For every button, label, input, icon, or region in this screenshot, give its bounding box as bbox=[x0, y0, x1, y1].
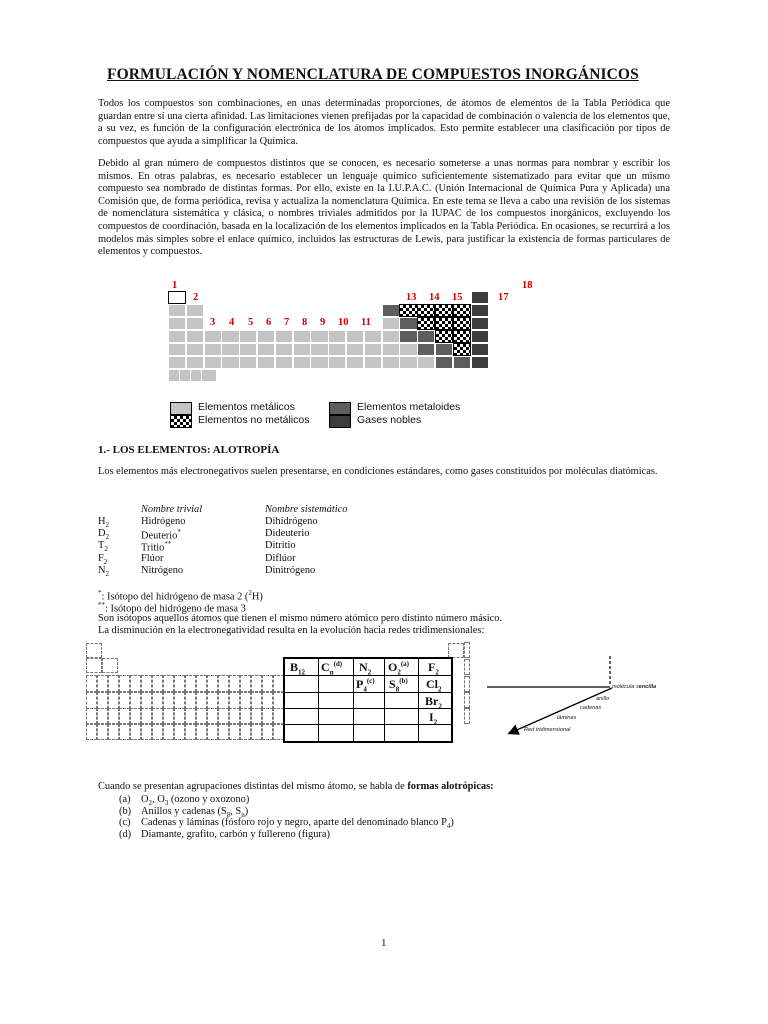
element-carbon: $C_n^{(d)}$ bbox=[321, 660, 343, 677]
allotrope-item-0: $O_2$, $O_3$ (ozono y oxozono) bbox=[141, 794, 250, 808]
allotrope-item-2: Cadenas y láminas (fósforo rojo y negro, aparte del denominado blanco $P_4$) bbox=[141, 817, 454, 831]
group-number-6: 6 bbox=[266, 317, 272, 328]
element-fluorine: $F_2$ bbox=[428, 660, 439, 677]
systematic-name-4: Dinitrógeno bbox=[265, 564, 316, 576]
legend-metal-label: Elementos metálicos bbox=[198, 401, 295, 413]
element-oxygen: $O_2^{(a)}$ bbox=[388, 660, 410, 677]
allotropic-intro: Cuando se presentan agrupaciones distintas del mismo átomo, se habla de formas alotrópicas: bbox=[98, 781, 494, 792]
label-chains: cadenas bbox=[580, 705, 602, 711]
electronegativity-decrease-line: La disminución en la electronegatividad resulta en la evolución hacia redes tridimensionales: bbox=[98, 625, 485, 636]
systematic-name-3: Diflúor bbox=[265, 552, 296, 564]
allotrope-label-3: (d) bbox=[119, 828, 132, 840]
group-number-9: 9 bbox=[320, 317, 326, 328]
intro-paragraph-2: Debido al gran número de compuestos distintos que se conocen, es necesario someterse a unas normas para nombrar y escribir los mismos. En otras palabras, es necesario establecer un lenguaje químico suficientemente sistematizado para evitar que un mismo compuesto sea nombrado de distintas formas. Por ello, existe en la I.U.P.A.C. (Unión Internacional de Química Pura y Aplicada) una Comisión que, de forma periódica, revisa y actualiza la nomenclatura Química. En este tema se lleva a cabo una revisión de los sistemas de nomenclatura sistemática y clásica, o nombres triviales admitidos por la IUPAC de los compuestos inorgánicos, excluyendo los compuestos de coordinación, basada en la localización de los elementos implicados en la Tabla Periódica. En ocasiones, se recurrirá a los modelos más simples sobre el enlace químico, incluidos las estructuras de Lewis, para justificar la existencia de formas particulares de elementos y compuestos. bbox=[98, 158, 670, 258]
element-iodine: $I_2$ bbox=[429, 710, 438, 727]
label-simple-molecule: molécula sencilla bbox=[612, 684, 657, 690]
trivial-name-3: Flúor bbox=[141, 552, 164, 564]
legend-nonmetal-label: Elementos no metálicos bbox=[198, 414, 310, 426]
electronegative-paragraph: Los elementos más electronegativos suelen presentarse, en condiciones estándares, como gases constituidos por moléculas diatómicas. bbox=[98, 466, 658, 477]
section-heading-allotropy: 1.- LOS ELEMENTOS: ALOTROPÍA bbox=[98, 444, 280, 456]
group-number-18: 18 bbox=[522, 280, 533, 291]
group-number-2: 2 bbox=[193, 292, 199, 303]
group-number-4: 4 bbox=[229, 317, 235, 328]
group-number-5: 5 bbox=[248, 317, 254, 328]
allotrope-label-1: (b) bbox=[119, 805, 132, 817]
page-number: 1 bbox=[381, 937, 387, 949]
trivial-name-1: Deuterio* bbox=[141, 528, 181, 542]
systematic-name-0: Dihidrógeno bbox=[265, 516, 318, 527]
formula-3: $F_2$ bbox=[98, 552, 108, 566]
formula-4: $N_2$ bbox=[98, 564, 110, 578]
group-number-14: 14 bbox=[429, 292, 440, 303]
formula-2: $T_2$ bbox=[98, 540, 108, 554]
element-phosphorus: $P_4^{(c)}$ bbox=[356, 677, 375, 694]
trivial-name-4: Nitrógeno bbox=[141, 564, 184, 576]
allotrope-item-3: Diamante, grafito, carbón y fullereno (figura) bbox=[141, 828, 330, 840]
header-trivial-name: Nombre trivial bbox=[141, 504, 203, 515]
group-number-17: 17 bbox=[498, 292, 509, 303]
allotrope-item-1: Anillos y cadenas ($S_8$, $S_n$) bbox=[141, 805, 249, 819]
trivial-name-2: Tritio** bbox=[141, 540, 172, 554]
group-number-13: 13 bbox=[406, 292, 417, 303]
isotopes-line: Son isótopos aquellos átomos que tienen el mismo número atómico pero distinto número másico. bbox=[98, 613, 503, 624]
group-number-3: 3 bbox=[210, 317, 216, 328]
legend-noble-label: Gases nobles bbox=[357, 414, 422, 426]
group-number-11: 11 bbox=[361, 317, 371, 328]
systematic-name-2: Ditritio bbox=[265, 540, 296, 552]
trivial-name-0: Hidrógeno bbox=[141, 516, 186, 527]
element-sulfur: $S_8^{(b)}$ bbox=[389, 677, 408, 694]
allotrope-label-2: (c) bbox=[119, 817, 131, 829]
group-number-8: 8 bbox=[302, 317, 308, 328]
intro-paragraph-1: Todos los compuestos son combinaciones, en unas determinadas proporciones, de átomos de elementos de la Tabla Periódica que guardan entre sí una cierta afinidad. Las limitaciones vienen prefijadas por la capacidad de combinación o valencia de los elementos que, a su vez, es función de la configuración electrónica de los átomos implicados. Esto permite establecer una clasificación por tipos de compuestos que ayuda a simplificar la Química. bbox=[98, 98, 670, 147]
footnote-deuterium: *: Isótopo del hidrógeno de masa 2 ($^2$H) bbox=[98, 589, 263, 603]
group-number-7: 7 bbox=[284, 317, 290, 328]
label-sheets: láminas bbox=[557, 715, 577, 721]
group-number-10: 10 bbox=[338, 317, 349, 328]
legend-metaloid-label: Elementos metaloides bbox=[357, 401, 461, 413]
footnote-tritium: **: Isótopo del hidrógeno de masa 3 bbox=[98, 601, 246, 615]
group-number-15: 15 bbox=[452, 292, 463, 303]
formula-1: $D_2$ bbox=[98, 528, 110, 542]
label-rings: anillo bbox=[596, 696, 610, 702]
header-systematic-name: Nombre sistemático bbox=[265, 504, 348, 515]
page-title: FORMULACIÓN Y NOMENCLATURA DE COMPUESTOS INORGÁNICOS bbox=[107, 66, 639, 83]
element-bromine: $Br_2$ bbox=[425, 694, 442, 711]
label-3d-network: Red tridimensional bbox=[524, 727, 571, 733]
allotrope-label-0: (a) bbox=[119, 794, 131, 805]
element-boron: $B_{12}$ bbox=[290, 660, 306, 677]
group-number-1: 1 bbox=[172, 280, 178, 291]
element-chlorine: $Cl_2$ bbox=[426, 677, 442, 694]
formula-0: $H_2$ bbox=[98, 516, 110, 530]
systematic-name-1: Dideuterio bbox=[265, 528, 310, 540]
element-nitrogen: $N_2$ bbox=[359, 660, 372, 677]
